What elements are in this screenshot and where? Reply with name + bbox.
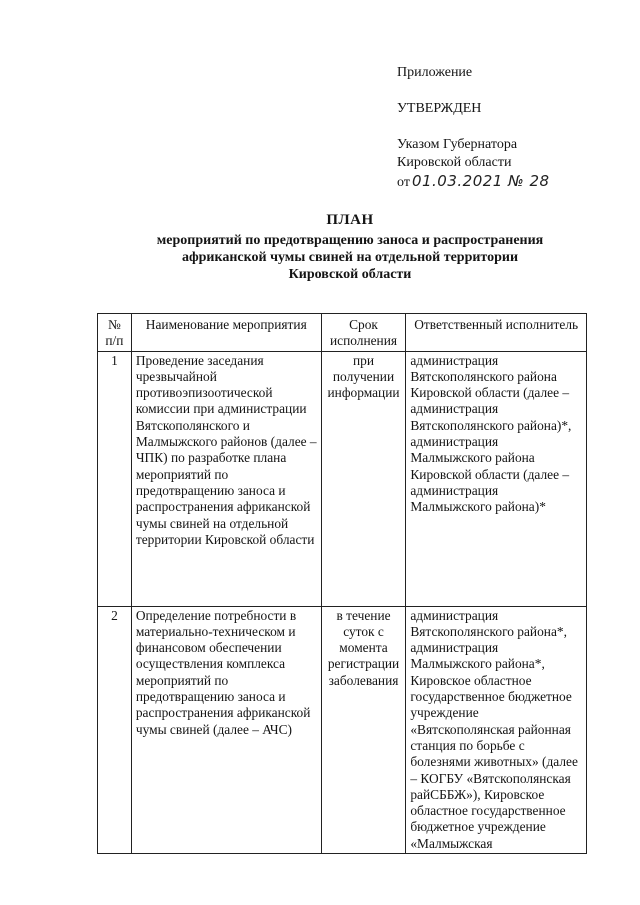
plan-table xyxy=(97,313,587,854)
region-label: Кировской области xyxy=(397,155,512,170)
header-number: № п/п xyxy=(98,314,132,352)
header-responsible: Ответственный исполнитель xyxy=(406,314,587,352)
table-row xyxy=(98,606,587,853)
appendix-label: Приложение xyxy=(397,65,473,80)
row-name: Определение потребности в материально-техническом и финансовом обеспечении осуществления комплекса мероприятий по предотвращению заноса и распространения африканской чумы свиней (далее – АЧС) xyxy=(131,606,321,853)
row-term: в течение суток с момента регистрации заболевания xyxy=(321,606,406,853)
document-title xyxy=(120,212,580,283)
date-prefix: от xyxy=(397,175,410,190)
row-responsible: администрация Вятскополянского района*, администрация Малмыжского района*, Кировское областное государственное бюджетное учреждение «Вятскополянская районная станция по борьбе с болезнями животных» (далее – КОГБУ «Вятскополянская райСББЖ»), Кировское областное государственное бюджетное учреждение «Малмыжская xyxy=(406,606,587,853)
header-name: Наименование мероприятия xyxy=(131,314,321,352)
approved-label: УТВЕРЖДЕН xyxy=(397,101,482,116)
table-row xyxy=(98,351,587,606)
approval-block xyxy=(397,64,550,192)
row-responsible: администрация Вятскополянского района Кировской области (далее – администрация Вятскополянского района)*, администрация Малмыжского района Кировской области (далее – администрация Малмыжского района)* xyxy=(406,351,587,606)
table-header-row xyxy=(98,314,587,352)
header-term: Срок исполнения xyxy=(321,314,406,352)
handwritten-date-number: 01.03.2021 № 28 xyxy=(411,172,550,190)
row-number: 2 xyxy=(98,606,132,853)
row-term: при получении информации xyxy=(321,351,406,606)
plan-heading: ПЛАН xyxy=(326,212,374,228)
decree-date xyxy=(397,172,550,192)
plan-subtitle-line-2: африканской чумы свиней на отдельной территории xyxy=(181,250,519,265)
decree-label: Указом Губернатора xyxy=(397,137,518,152)
row-number: 1 xyxy=(98,351,132,606)
row-name: Проведение заседания чрезвычайной противоэпизоотической комиссии при администрации Вятскополянского и Малмыжского районов (далее – ЧПК) по разработке плана мероприятий по предотвращению заноса и распространения африканской чумы свиней на отдельной территории Кировской области xyxy=(131,351,321,606)
plan-subtitle-line-1: мероприятий по предотвращению заноса и распространения xyxy=(156,233,544,248)
plan-subtitle-line-3: Кировской области xyxy=(288,267,412,282)
